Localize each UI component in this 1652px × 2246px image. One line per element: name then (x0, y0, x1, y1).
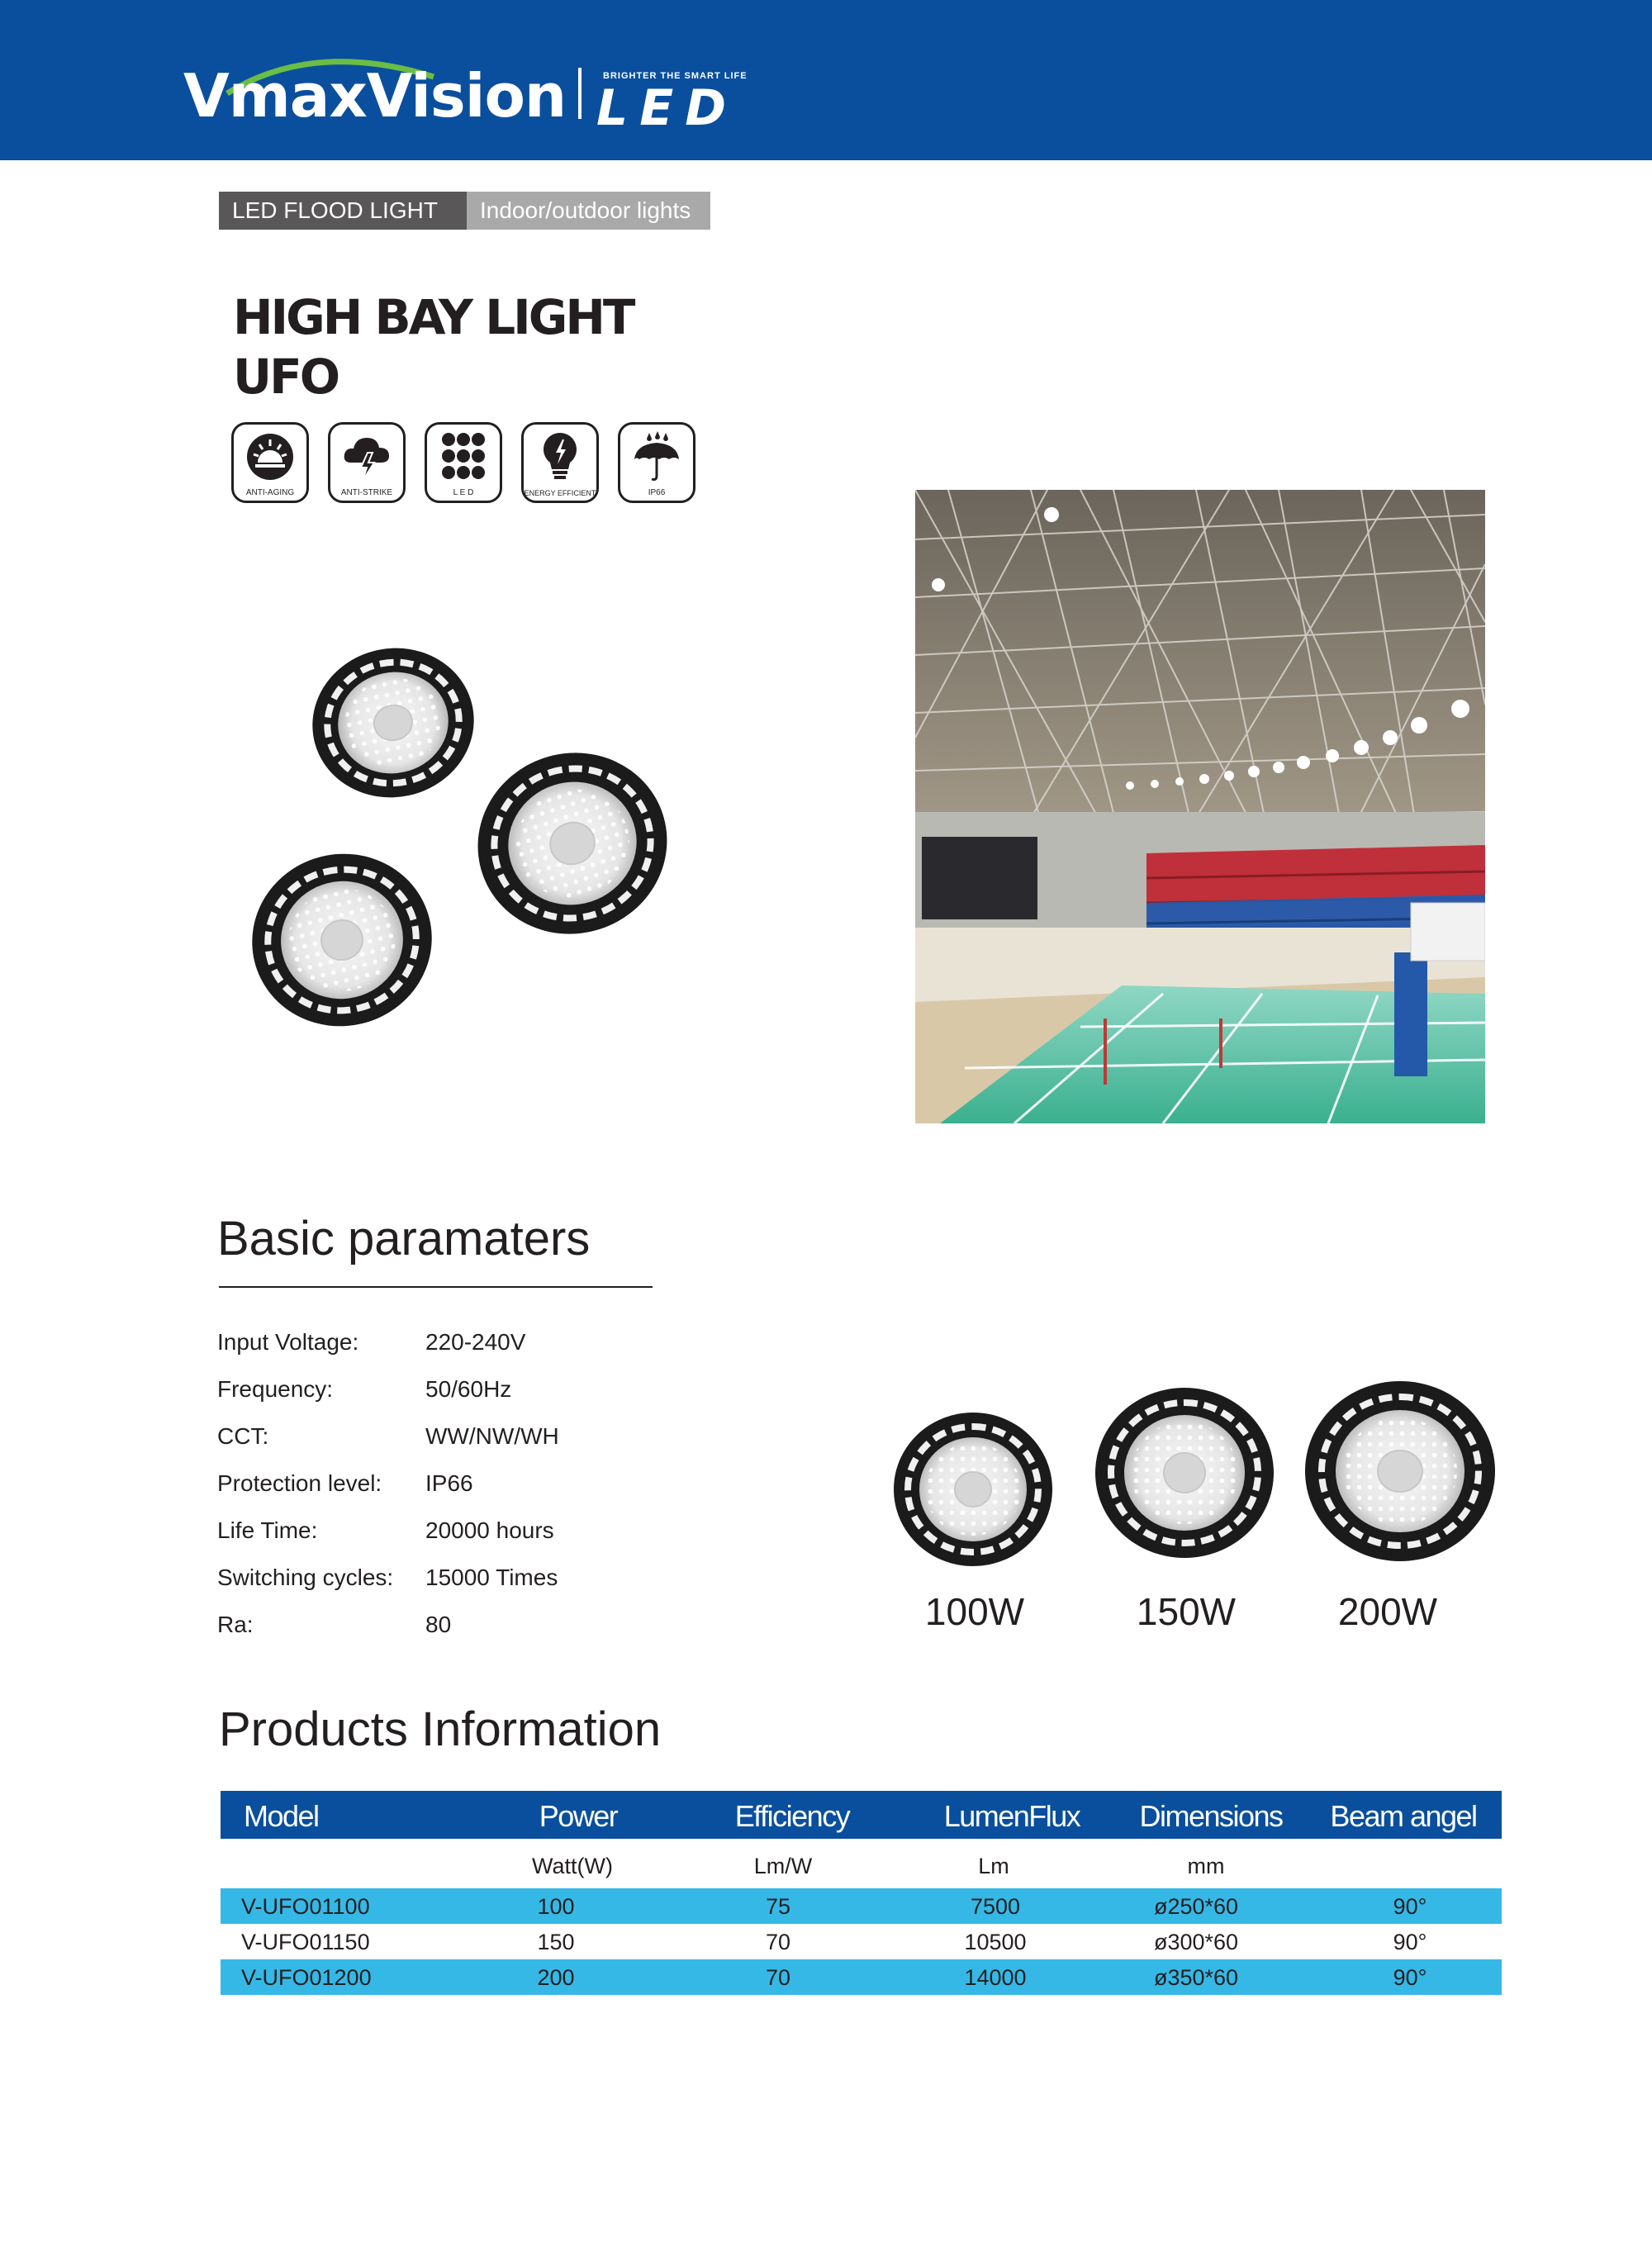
feature-led (425, 422, 502, 503)
param-label: Ra: (217, 1612, 254, 1637)
feature-label: ENERGY EFFICIENT (524, 489, 596, 497)
unit-efficiency: Lm/W (753, 1854, 813, 1878)
header-efficiency: Efficiency (734, 1799, 850, 1833)
category-primary: LED FLOOD LIGHT (219, 192, 467, 230)
energy-efficient-icon (533, 430, 587, 484)
param-label: CCT: (217, 1423, 269, 1449)
cell-dimensions: ø300*60 (1153, 1930, 1239, 1954)
title-line-1: HIGH BAY LIGHT (233, 289, 634, 345)
led-logo-mark: LED (596, 79, 738, 137)
table-row (221, 1959, 1502, 1995)
param-value: 220-240V (425, 1329, 526, 1355)
feature-label: IP66 (648, 488, 666, 497)
cell-beam-angle: 90° (1393, 1930, 1427, 1954)
cell-lumen: 10500 (964, 1930, 1027, 1954)
variant-100w-image (894, 1413, 1052, 1566)
cell-efficiency: 70 (765, 1965, 791, 1990)
feature-anti-aging (231, 422, 309, 503)
product-title (233, 287, 633, 406)
feature-icons (231, 422, 695, 503)
cell-efficiency: 70 (765, 1930, 791, 1954)
cell-power: 200 (537, 1965, 575, 1990)
title-line-2: UFO (233, 349, 339, 405)
variant-label-100w: 100W (924, 1590, 1025, 1633)
header-lumen-flux: LumenFlux (943, 1799, 1080, 1833)
feature-label: L E D (453, 488, 474, 497)
brand-logo: VmaxVision (183, 61, 567, 131)
logo-divider (578, 68, 582, 119)
feature-label: ANTI-STRIKE (340, 488, 393, 497)
param-value: 15000 Times (425, 1565, 558, 1590)
table-row (221, 1924, 1502, 1959)
ufo-lamp-image (234, 835, 450, 1046)
unit-lumen: Lm (978, 1854, 1009, 1878)
unit-power: Watt(W) (532, 1854, 613, 1878)
header-power: Power (539, 1799, 618, 1833)
category-secondary: Indoor/outdoor lights (467, 192, 710, 230)
table-header (221, 1791, 1502, 1839)
cell-model: V-UFO01100 (241, 1894, 370, 1919)
feature-energy-efficient (521, 422, 599, 503)
param-value: WW/NW/WH (425, 1423, 559, 1449)
ufo-lamp-image (454, 729, 691, 958)
cell-power: 150 (537, 1930, 575, 1954)
feature-anti-strike (328, 422, 406, 503)
cell-model: V-UFO01150 (241, 1930, 370, 1954)
cell-beam-angle: 90° (1393, 1965, 1427, 1990)
anti-aging-icon (243, 430, 297, 484)
ufo-lamp-image (298, 634, 487, 813)
param-value: 20000 hours (425, 1517, 554, 1543)
products-table (221, 1791, 1502, 1995)
param-value: IP66 (425, 1470, 473, 1496)
anti-strike-icon (339, 430, 394, 484)
basic-parameters-heading: Basic paramaters (217, 1212, 591, 1265)
param-label: Input Voltage: (217, 1329, 359, 1355)
unit-dimensions: mm (1187, 1854, 1225, 1878)
param-label: Life Time: (217, 1517, 318, 1543)
header-dimensions: Dimensions (1139, 1799, 1283, 1833)
cell-lumen: 14000 (964, 1965, 1027, 1990)
header-model: Model (244, 1799, 319, 1833)
variant-label-200w: 200W (1337, 1590, 1438, 1633)
cell-power: 100 (537, 1894, 575, 1919)
led-icon (436, 430, 491, 484)
cell-lumen: 7500 (970, 1894, 1021, 1919)
cell-dimensions: ø350*60 (1153, 1965, 1239, 1990)
brand-header (0, 0, 1652, 160)
param-label: Protection level: (217, 1470, 382, 1496)
feature-ip66 (618, 422, 695, 503)
brand-tagline: BRIGHTER THE SMART LIFE (603, 71, 748, 81)
arena-application-photo (915, 490, 1485, 1123)
product-image (240, 636, 686, 1033)
cell-efficiency: 75 (765, 1894, 791, 1919)
variant-200w-image (1305, 1381, 1495, 1561)
header-beam-angle: Beam angel (1330, 1799, 1477, 1833)
cell-dimensions: ø250*60 (1153, 1894, 1239, 1919)
cell-model: V-UFO01200 (241, 1965, 372, 1990)
param-value: 80 (425, 1612, 452, 1637)
cell-beam-angle: 90° (1393, 1894, 1427, 1919)
variant-150w-image (1095, 1388, 1274, 1558)
param-value: 50/60Hz (425, 1376, 512, 1402)
arena-illustration (915, 490, 1485, 1123)
table-units-row (221, 1839, 1502, 1888)
table-row (221, 1888, 1502, 1924)
products-information-heading: Products Information (219, 1702, 662, 1756)
param-label: Switching cycles: (217, 1565, 394, 1590)
param-label: Frequency: (217, 1376, 334, 1402)
variant-label-150w: 150W (1136, 1590, 1237, 1633)
ip66-icon (629, 430, 684, 484)
heading-divider (219, 1286, 653, 1288)
feature-label: ANTI-AGING (245, 488, 295, 497)
